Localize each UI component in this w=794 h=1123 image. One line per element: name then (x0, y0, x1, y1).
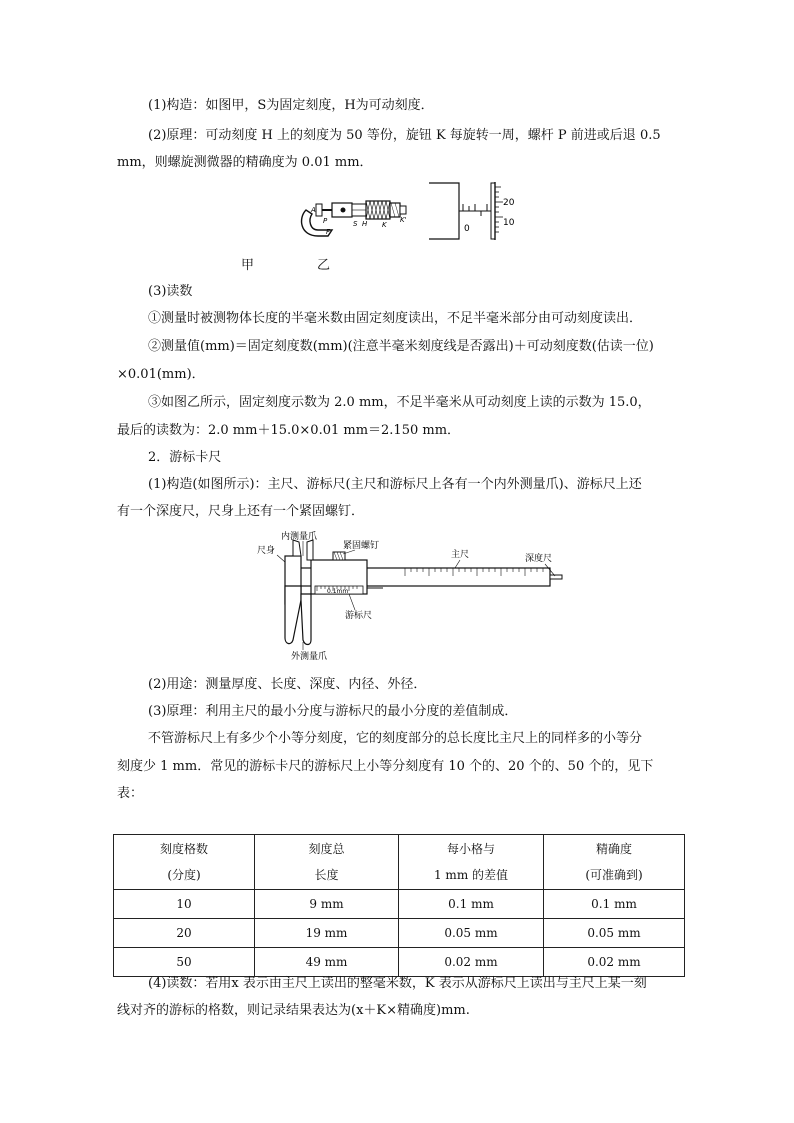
table-cell: 0.1 mm (399, 890, 544, 919)
table-row (114, 948, 685, 977)
table-cell: 0.05 mm (544, 919, 685, 948)
header-cell: 精确度 (可准确到) (544, 835, 685, 890)
label-vernier: 游标尺 (345, 611, 373, 621)
reading-rule-1: ①测量时被测物体长度的半毫米数由固定刻度读出，不足半毫米部分由可动刻度读出． (148, 311, 643, 326)
label-K-prime: K' (400, 216, 407, 224)
vernier-scale-text: 0.1mm (327, 588, 349, 595)
caliper-reading-text-cont: 线对齐的游标的格数，则记录结果表达为(x＋K×精确度)mm. (117, 1003, 470, 1018)
reading-rule-2: ②测量值(mm)＝固定刻度数(mm)(注意半毫米刻度线是否露出)＋可动刻度数(估读一位) (148, 339, 654, 354)
table-cell: 0.02 mm (544, 948, 685, 977)
reading-rule-2-cont: ×0.01(mm)． (117, 367, 205, 382)
reading-example-cont: 最后的读数为：2.0 mm＋15.0×0.01 mm＝2.150 mm． (117, 423, 461, 438)
caliper-explanation-end: 表： (117, 786, 144, 801)
tick-0: 0 (464, 224, 470, 234)
caption-yi: 乙 (317, 258, 331, 273)
table-cell: 20 (114, 919, 255, 948)
table-row (114, 919, 685, 948)
label-A: A (311, 206, 316, 214)
table-cell: 49 mm (255, 948, 399, 977)
caliper-structure-text: (1)构造(如图所示)：主尺、游标尺(主尺和游标尺上各有一个内外测量爪)、游标尺上还 (148, 477, 642, 492)
label-outer-jaw: 外测量爪 (291, 652, 328, 662)
micrometer-scale-figure (425, 180, 525, 242)
label-inner-jaw: 内测量爪 (281, 532, 318, 542)
caliper-heading: 2．游标卡尺 (148, 450, 222, 465)
table-cell: 0.05 mm (399, 919, 544, 948)
micrometer-structure-text: (1)构造：如图甲，S为固定刻度，H为可动刻度． (148, 98, 434, 113)
header-cell: 刻度格数 (分度) (114, 835, 255, 890)
micrometer-figure (296, 190, 421, 245)
caption-jia: 甲 (241, 258, 255, 273)
reading-heading: (3)读数 (148, 284, 193, 299)
caliper-structure-text-cont: 有一个深度尺，尺身上还有一个紧固螺钉． (117, 504, 365, 519)
table-cell: 9 mm (255, 890, 399, 919)
label-P: P (323, 217, 328, 225)
reading-example: ③如图乙所示，固定刻度示数为 2.0 mm，不足半毫米从可动刻度上读的示数为 15.0， (148, 395, 651, 410)
header-cell: 刻度总 长度 (255, 835, 399, 890)
label-ruler-body: 尺身 (257, 546, 276, 556)
tick-20: 20 (503, 198, 515, 208)
caliper-usage-text: (2)用途：测量厚度、长度、深度、内径、外径． (148, 677, 427, 692)
table-cell: 50 (114, 948, 255, 977)
table-cell: 0.1 mm (544, 890, 685, 919)
micrometer-principle-text: (2)原理：可动刻度 H 上的刻度为 50 等份，旋钮 K 每旋转一周，螺杆 P 前进或后退 0.5 (148, 128, 661, 143)
precision-table (113, 834, 685, 977)
tick-10: 10 (503, 218, 515, 228)
table-row (114, 890, 685, 919)
caliper-reading-text: (4)读数：若用x 表示由主尺上读出的整毫米数，K 表示从游标尺上读出与主尺上某一刻 (148, 976, 647, 991)
vernier-caliper-figure (255, 530, 570, 665)
caliper-explanation-cont: 刻度少 1 mm．常见的游标卡尺的游标尺上小等分刻度有 10 个的、20 个的、50 个的，见下 (117, 759, 654, 774)
label-main-scale: 主尺 (451, 550, 470, 560)
table-header-row (114, 835, 685, 890)
table-cell: 19 mm (255, 919, 399, 948)
caliper-principle-text: (3)原理：利用主尺的最小分度与游标尺的最小分度的差值制成． (148, 704, 518, 719)
label-S: S (353, 220, 358, 228)
label-depth-rod: 深度尺 (525, 554, 553, 564)
caliper-explanation: 不管游标尺上有多少个小等分刻度，它的刻度部分的总长度比主尺上的同样多的小等分 (148, 731, 643, 746)
label-H: H (362, 220, 368, 228)
header-cell: 每小格与 1 mm 的差值 (399, 835, 544, 890)
micrometer-principle-text-cont: mm，则螺旋测微器的精确度为 0.01 mm． (117, 155, 373, 170)
label-F: F (326, 228, 331, 236)
table-cell: 10 (114, 890, 255, 919)
table-cell: 0.02 mm (399, 948, 544, 977)
label-K: K (382, 221, 387, 229)
label-lock-screw: 紧固螺钉 (343, 541, 380, 551)
